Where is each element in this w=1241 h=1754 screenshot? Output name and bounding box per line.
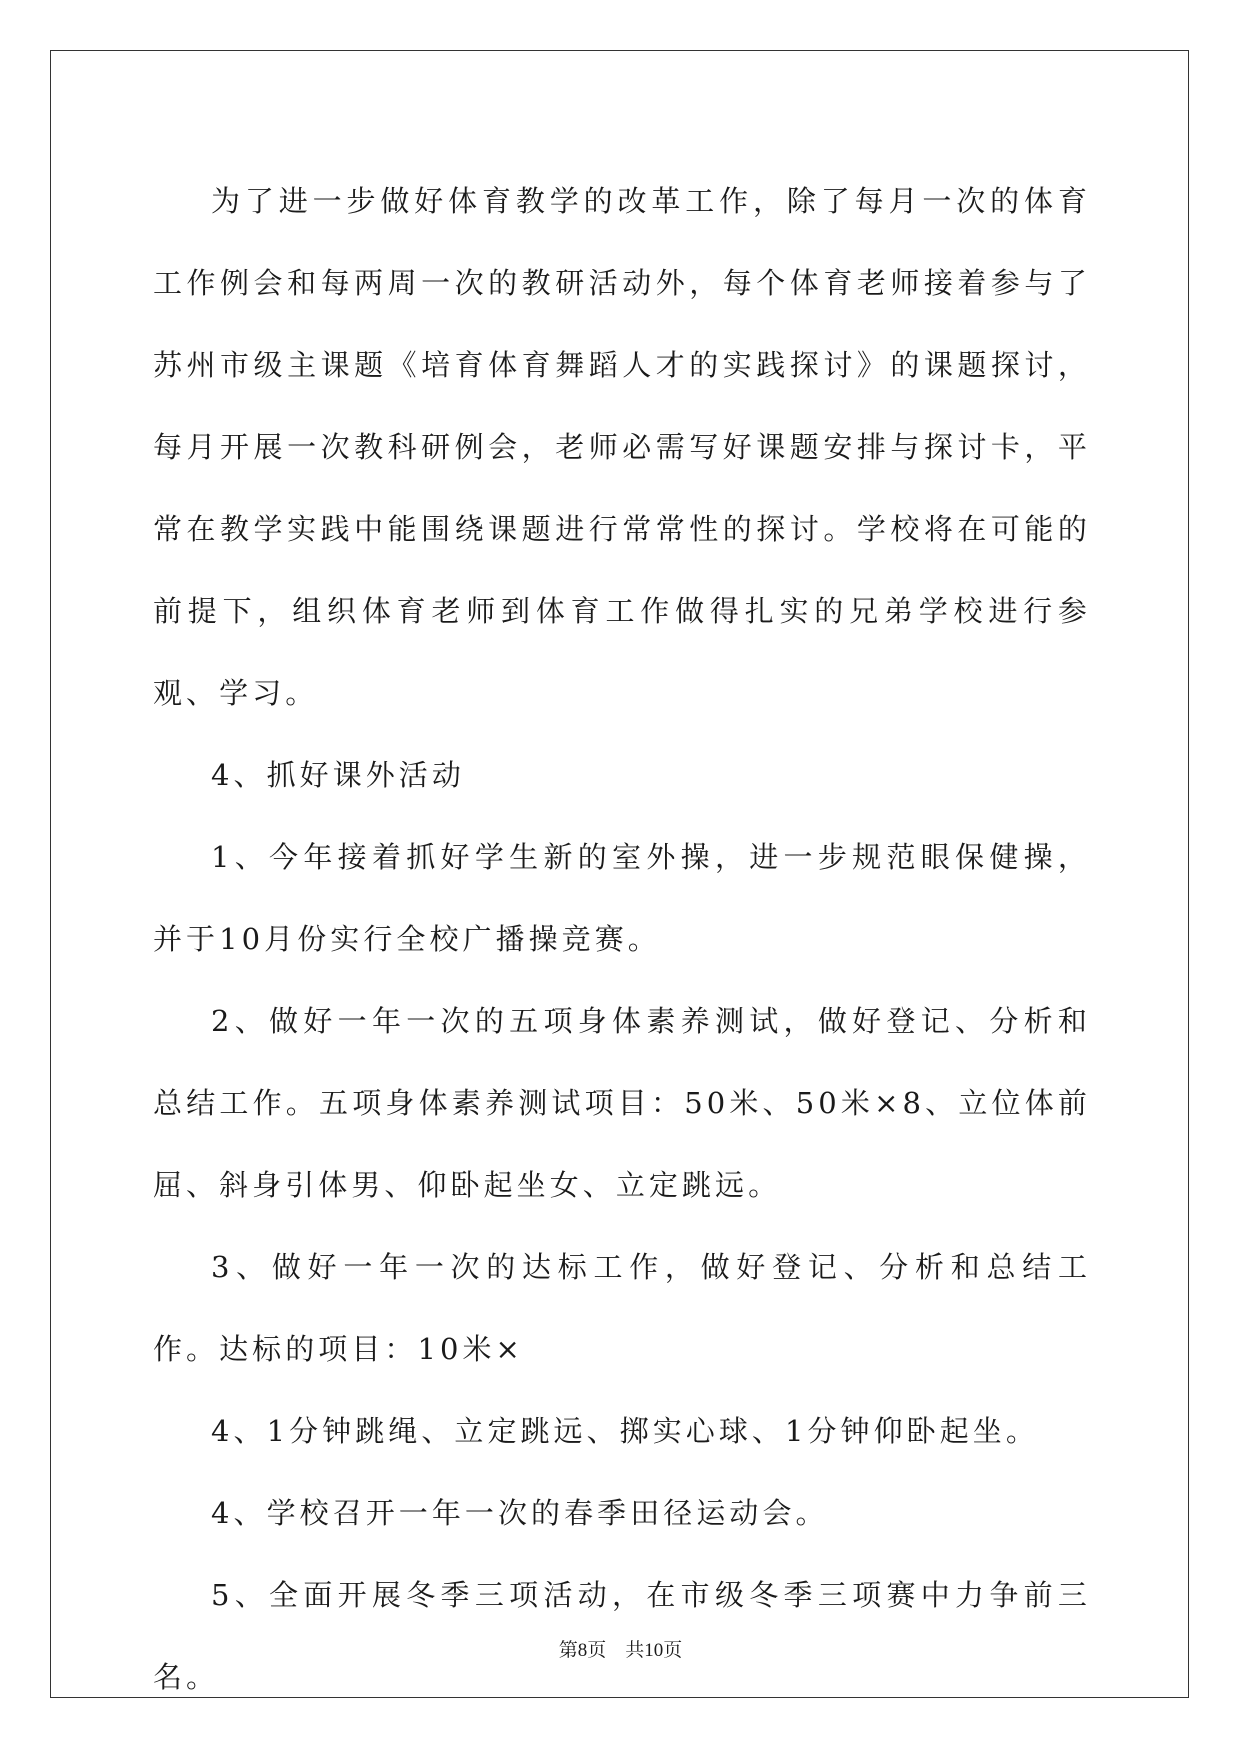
footer-page-total: 10 xyxy=(644,1640,664,1661)
paragraph-item-2: 2、做好一年一次的五项身体素养测试，做好登记、分析和总结工作。五项身体素养测试项目：50米、50米×8、立位体前屈、斜身引体男、仰卧起坐女、立定跳远。 xyxy=(153,1004,1091,1202)
paragraph-item-4a: 4、1分钟跳绳、立定跳远、掷实心球、1分钟仰卧起坐。 xyxy=(211,1414,1039,1448)
document-body xyxy=(153,160,1091,1718)
footer-page-current: 8 xyxy=(577,1640,588,1661)
paragraph-item-1: 1、今年接着抓好学生新的室外操，进一步规范眼保健操，并于10月份实行全校广播操竞赛。 xyxy=(153,840,1091,956)
paragraph-reform: 为了进一步做好体育教学的改革工作，除了每月一次的体育工作例会和每两周一次的教研活动外，每个体育老师接着参与了苏州市级主课题《培育体育舞蹈人才的实践探讨》的课题探讨，每月开展一次教科研例会，老师必需写好课题安排与探讨卡，平常在教学实践中能围绕课题进行常常性的探讨。学校将在可能的前提下，组织体育老师到体育工作做得扎实的兄弟学校进行参观、学习。 xyxy=(153,184,1091,710)
paragraph-heading-activities: 4、抓好课外活动 xyxy=(211,758,465,792)
footer-page-suffix: 页 xyxy=(663,1639,683,1661)
page-footer xyxy=(0,1635,1241,1662)
footer-page-prefix: 第 xyxy=(558,1639,578,1661)
paragraph-item-5: 5、全面开展冬季三项活动，在市级冬季三项赛中力争前三名。 xyxy=(153,1578,1091,1694)
footer-page-mid: 页 共 xyxy=(587,1639,645,1661)
paragraph-item-3: 3、做好一年一次的达标工作，做好登记、分析和总结工作。达标的项目：10米× xyxy=(153,1250,1091,1366)
paragraph-item-4b: 4、学校召开一年一次的春季田径运动会。 xyxy=(211,1496,829,1530)
